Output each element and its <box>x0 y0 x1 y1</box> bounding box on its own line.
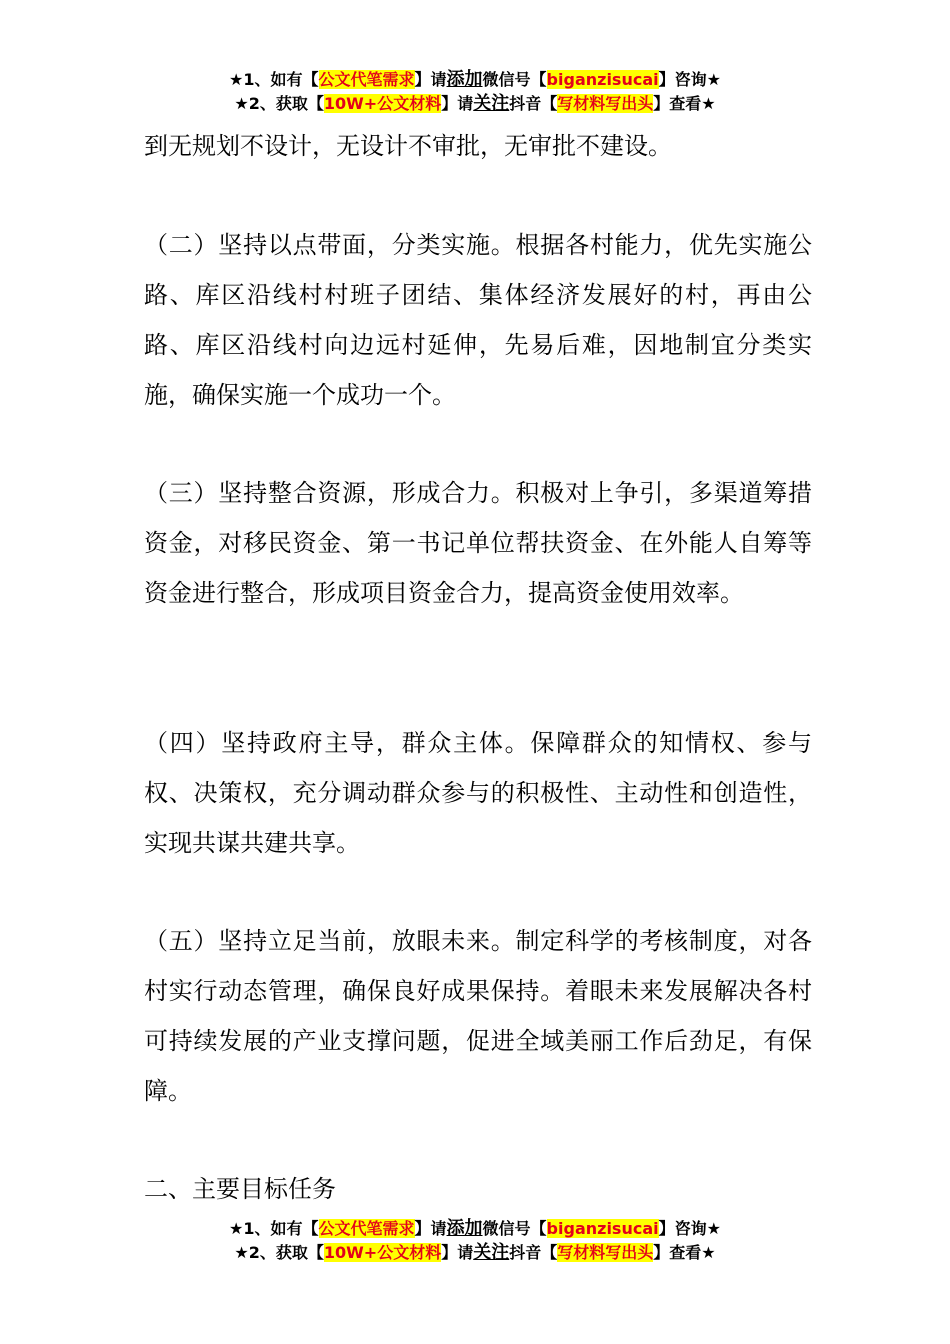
banner-highlight: 写材料写出头 <box>557 94 654 113</box>
footer-banner <box>0 1217 950 1265</box>
banner-line-2: ★2、获取【10W+公文材料】请关注抖音【写材料写出头】查看★ <box>234 93 716 114</box>
paragraph-principle-4: （四）坚持政府主导，群众主体。保障群众的知情权、参与权、决策权，充分调动群众参与的积极性、主动性和创造性，实现共谋共建共享。 <box>144 729 812 857</box>
paragraph-principle-5: （五）坚持立足当前，放眼未来。制定科学的考核制度，对各村实行动态管理，确保良好成果保持。着眼未来发展解决各村可持续发展的产业支撑问题，促进全域美丽工作后劲足，有保障。 <box>144 927 812 1105</box>
banner-highlight: 公文代笔需求 <box>318 70 415 89</box>
banner-highlight: 10W+公文材料 <box>323 1243 442 1262</box>
banner-line-1: ★1、如有【公文代笔需求】请添加微信号【biganzisucai】咨询★ <box>229 69 721 90</box>
banner-line-1: ★1、如有【公文代笔需求】请添加微信号【biganzisucai】咨询★ <box>229 1218 721 1239</box>
banner-highlight: biganzisucai <box>546 70 659 89</box>
section-heading: 二、主要目标任务 <box>144 1175 336 1203</box>
paragraph-continuation: 到无规划不设计，无设计不审批，无审批不建设。 <box>144 132 672 160</box>
banner-highlight: biganzisucai <box>546 1219 659 1238</box>
banner-highlight: 写材料写出头 <box>557 1243 654 1262</box>
paragraph-principle-2: （二）坚持以点带面，分类实施。根据各村能力，优先实施公路、库区沿线村村班子团结、集体经济发展好的村，再由公路、库区沿线村向边远村延伸，先易后难，因地制宜分类实施，确保实施一个成功一个。 <box>144 231 812 409</box>
header-banner <box>0 68 950 116</box>
banner-highlight: 公文代笔需求 <box>318 1219 415 1238</box>
paragraph-principle-3: （三）坚持整合资源，形成合力。积极对上争引，多渠道筹措资金，对移民资金、第一书记单位帮扶资金、在外能人自筹等资金进行整合，形成项目资金合力，提高资金使用效率。 <box>144 479 812 607</box>
banner-highlight: 10W+公文材料 <box>323 94 442 113</box>
banner-line-2: ★2、获取【10W+公文材料】请关注抖音【写材料写出头】查看★ <box>234 1242 716 1263</box>
